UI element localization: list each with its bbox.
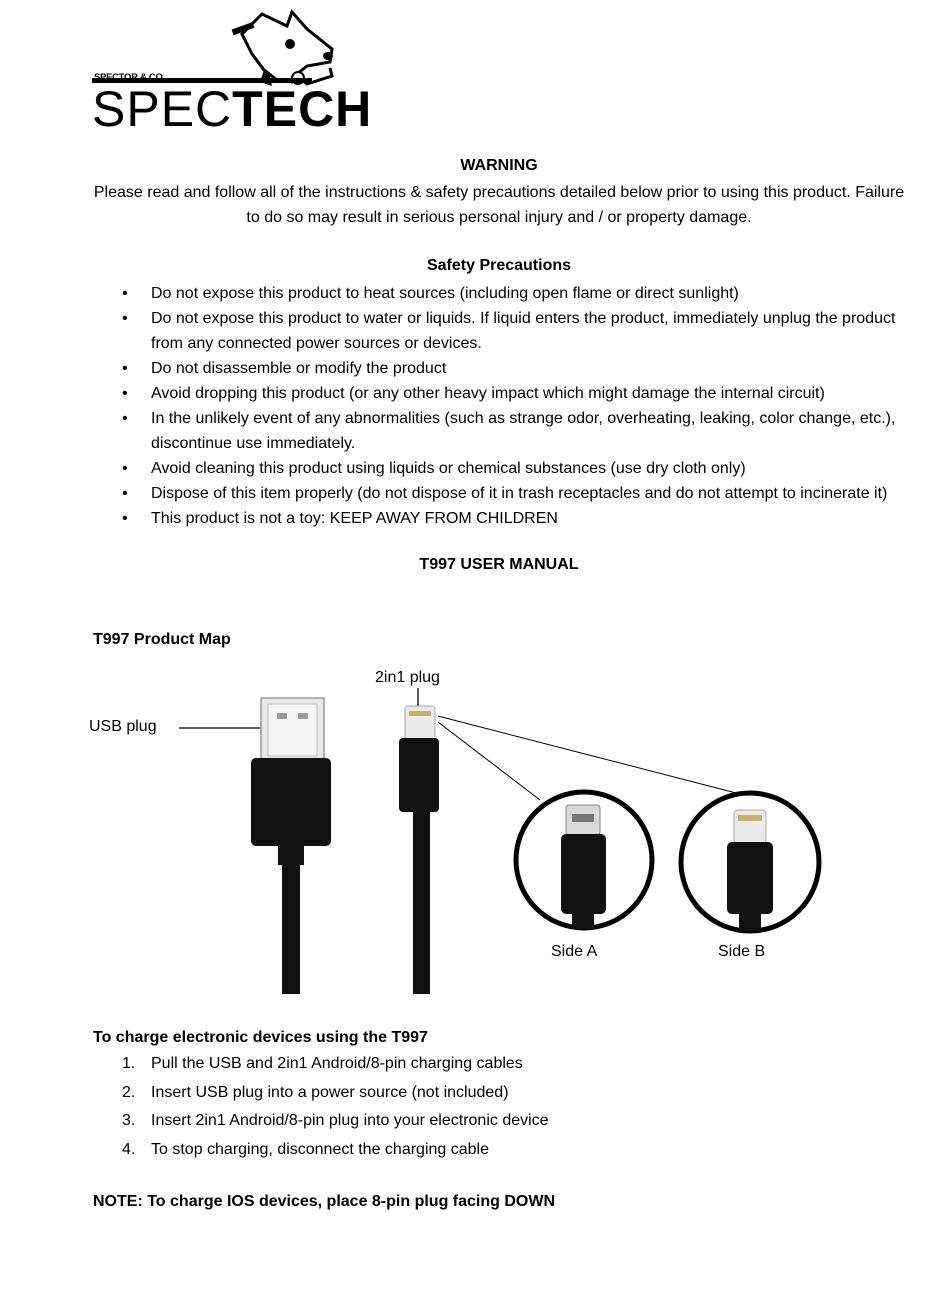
charging-title: To charge electronic devices using the T997 <box>93 1029 428 1046</box>
logo-tagline: SPECTOR & CO. <box>94 72 165 83</box>
list-item: • Do not expose this product to water or liquids. If liquid enters the product, immediately unplug the product from any connected power sources or devices. <box>92 306 907 356</box>
list-item: 1. Pull the USB and 2in1 Android/8-pin charging cables <box>122 1055 523 1072</box>
list-item: • This product is not a toy: KEEP AWAY FROM CHILDREN <box>92 506 907 531</box>
list-item: 3. Insert 2in1 Android/8-pin plug into your electronic device <box>122 1112 549 1129</box>
list-item: • In the unlikely event of any abnormalities (such as strange odor, overheating, leaking, color change, etc.), discontinue use immediately. <box>92 406 907 456</box>
list-item: • Dispose of this item properly (do not dispose of it in trash receptacles and do not attempt to incinerate it) <box>92 481 907 506</box>
list-item: 2. Insert USB plug into a power source (not included) <box>122 1083 509 1101</box>
side-b-label: Side B <box>718 943 766 960</box>
manual-title: T997 USER MANUAL <box>419 556 579 573</box>
logo-wordmark-light: SPEC <box>92 81 233 137</box>
list-item: 4. To stop charging, disconnect the charging cable <box>122 1140 489 1158</box>
usb-plug-icon <box>251 698 331 994</box>
usb-plug-label: USB plug <box>89 718 157 735</box>
two-in-one-label: 2in1 plug <box>375 669 440 686</box>
list-item: • Do not disassemble or modify the product <box>92 356 907 381</box>
zoom-line-a <box>438 722 540 800</box>
two-in-one-plug-icon <box>399 706 439 994</box>
safety-title: Safety Precautions <box>426 257 572 274</box>
ios-note: NOTE: To charge IOS devices, place 8-pin plug facing DOWN <box>93 1193 555 1210</box>
side-a-micro-usb-icon <box>516 792 652 929</box>
list-item: • Avoid dropping this product (or any other heavy impact which might damage the internal circuit) <box>92 381 907 406</box>
warning-body: Please read and follow all of the instructions & safety precautions detailed below prior to using this product. Failure to do so may result in serious personal injury and / or property damage. <box>93 184 905 226</box>
list-item: • Do not expose this product to heat sources (including open flame or direct sunlight) <box>92 281 907 306</box>
warning-title: WARNING <box>460 157 538 174</box>
logo-wordmark-bold: TECH <box>232 81 373 137</box>
zoom-line-b <box>438 716 740 794</box>
charging-steps <box>92 1053 549 1167</box>
side-a-label: Side A <box>551 943 598 960</box>
product-map-title: T997 Product Map <box>93 631 231 648</box>
list-item: • Avoid cleaning this product using liquids or chemical substances (use dry cloth only) <box>92 456 907 481</box>
side-b-lightning-icon <box>681 793 819 931</box>
